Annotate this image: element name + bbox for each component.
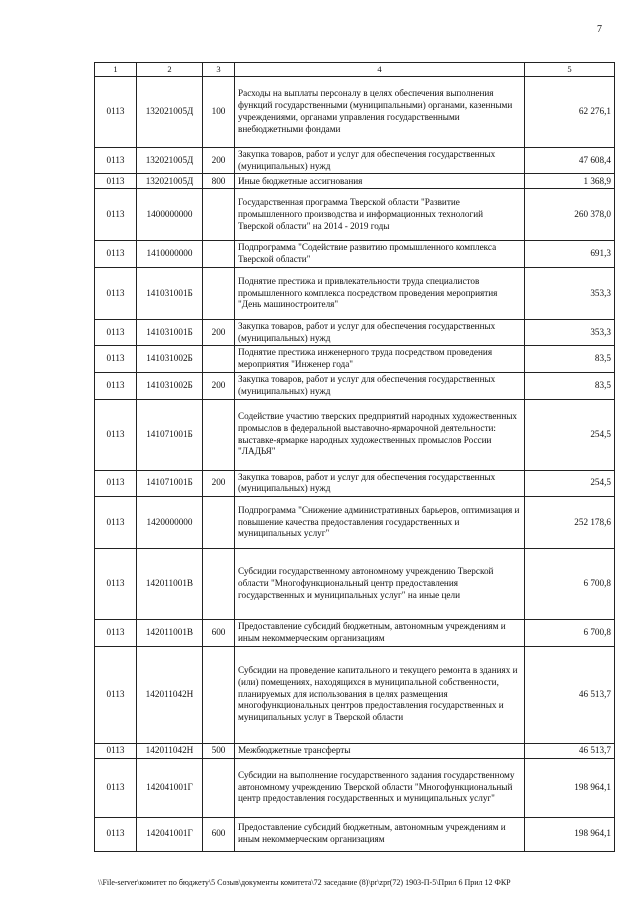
description-cell: Субсидии на проведение капитального и текущего ремонта в зданиях и (или) помещениях, находящихся в муниципальной собственности, планируемых для использования в целях размещения многофункциональных центров предоставления государственных и муниципальных услуг в Тверской области	[235, 646, 525, 743]
table-row	[95, 76, 615, 147]
amount-cell: 46 513,7	[525, 743, 615, 758]
table-row	[95, 549, 615, 620]
section-code-cell: 0113	[95, 646, 137, 743]
amount-cell: 62 276,1	[525, 76, 615, 147]
description-cell: Иные бюджетные ассигнования	[235, 174, 525, 189]
amount-cell: 254,5	[525, 470, 615, 497]
expense-type-cell	[203, 241, 235, 268]
table-row	[95, 646, 615, 743]
expense-type-cell	[203, 189, 235, 241]
target-article-cell: 142011001В	[137, 620, 203, 647]
amount-cell: 47 608,4	[525, 147, 615, 174]
section-code-cell: 0113	[95, 620, 137, 647]
target-article-cell: 141031001Б	[137, 267, 203, 319]
target-article-cell: 1400000000	[137, 189, 203, 241]
table-row	[95, 174, 615, 189]
target-article-cell: 141071001Б	[137, 470, 203, 497]
description-cell: Закупка товаров, работ и услуг для обеспечения государственных (муниципальных) нужд	[235, 319, 525, 346]
target-article-cell: 142011042Н	[137, 646, 203, 743]
page-number: 7	[597, 24, 602, 35]
amount-cell: 691,3	[525, 241, 615, 268]
target-article-cell: 142041001Г	[137, 817, 203, 851]
section-code-cell: 0113	[95, 470, 137, 497]
target-article-cell: 142011001В	[137, 549, 203, 620]
section-code-cell: 0113	[95, 241, 137, 268]
table-row	[95, 743, 615, 758]
target-article-cell: 142011042Н	[137, 743, 203, 758]
expense-type-cell	[203, 267, 235, 319]
target-article-cell: 1410000000	[137, 241, 203, 268]
expense-type-cell	[203, 549, 235, 620]
target-article-cell: 141031001Б	[137, 319, 203, 346]
section-code-cell: 0113	[95, 267, 137, 319]
section-code-cell: 0113	[95, 817, 137, 851]
section-code-cell: 0113	[95, 373, 137, 400]
expense-type-cell: 600	[203, 620, 235, 647]
target-article-cell: 141031002Б	[137, 373, 203, 400]
column-header: 2	[137, 63, 203, 77]
table-row	[95, 817, 615, 851]
table-row	[95, 319, 615, 346]
amount-cell: 353,3	[525, 267, 615, 319]
target-article-cell: 141071001Б	[137, 399, 203, 470]
expense-type-cell: 600	[203, 817, 235, 851]
amount-cell: 6 700,8	[525, 549, 615, 620]
amount-cell: 353,3	[525, 319, 615, 346]
description-cell: Закупка товаров, работ и услуг для обеспечения государственных (муниципальных) нужд	[235, 470, 525, 497]
file-path-footer: \\File-server\комитет по бюджету\5 Созыв\документы комитета\72 заседание (8)\pr\zpr(72) 1903-П-5\Прил 6 Прил 12 ФКР	[98, 878, 511, 887]
description-cell: Предоставление субсидий бюджетным, автономным учреждениям и иным некоммерческим организациям	[235, 817, 525, 851]
expense-type-cell	[203, 497, 235, 549]
header-row	[95, 63, 615, 77]
target-article-cell: 141031002Б	[137, 346, 203, 373]
table-row	[95, 497, 615, 549]
description-cell: Предоставление субсидий бюджетным, автономным учреждениям и иным некоммерческим организациям	[235, 620, 525, 647]
expense-type-cell: 500	[203, 743, 235, 758]
description-cell: Закупка товаров, работ и услуг для обеспечения государственных (муниципальных) нужд	[235, 147, 525, 174]
target-article-cell: 142041001Г	[137, 758, 203, 817]
section-code-cell: 0113	[95, 497, 137, 549]
amount-cell: 83,5	[525, 373, 615, 400]
description-cell: Закупка товаров, работ и услуг для обеспечения государственных (муниципальных) нужд	[235, 373, 525, 400]
column-header: 1	[95, 63, 137, 77]
target-article-cell: 132021005Д	[137, 174, 203, 189]
section-code-cell: 0113	[95, 758, 137, 817]
expense-type-cell: 200	[203, 319, 235, 346]
section-code-cell: 0113	[95, 189, 137, 241]
amount-cell: 83,5	[525, 346, 615, 373]
amount-cell: 46 513,7	[525, 646, 615, 743]
expense-type-cell	[203, 646, 235, 743]
table-row	[95, 470, 615, 497]
column-header: 3	[203, 63, 235, 77]
amount-cell: 252 178,6	[525, 497, 615, 549]
expense-type-cell	[203, 758, 235, 817]
column-header: 4	[235, 63, 525, 77]
expense-type-cell: 200	[203, 147, 235, 174]
section-code-cell: 0113	[95, 549, 137, 620]
amount-cell: 260 378,0	[525, 189, 615, 241]
section-code-cell: 0113	[95, 174, 137, 189]
table-row	[95, 267, 615, 319]
expense-type-cell: 200	[203, 470, 235, 497]
section-code-cell: 0113	[95, 743, 137, 758]
target-article-cell: 132021005Д	[137, 147, 203, 174]
description-cell: Подпрограмма "Содействие развитию промышленного комплекса Тверской области"	[235, 241, 525, 268]
table-row	[95, 346, 615, 373]
target-article-cell: 132021005Д	[137, 76, 203, 147]
table-row	[95, 399, 615, 470]
expense-type-cell: 100	[203, 76, 235, 147]
description-cell: Расходы на выплаты персоналу в целях обеспечения выполнения функций государственными (муниципальными) органами, казенными учреждениями, органами управления государственными внебюджетными фондами	[235, 76, 525, 147]
table-row	[95, 620, 615, 647]
target-article-cell: 1420000000	[137, 497, 203, 549]
section-code-cell: 0113	[95, 147, 137, 174]
expense-type-cell	[203, 346, 235, 373]
description-cell: Межбюджетные трансферты	[235, 743, 525, 758]
amount-cell: 1 368,9	[525, 174, 615, 189]
section-code-cell: 0113	[95, 319, 137, 346]
amount-cell: 198 964,1	[525, 758, 615, 817]
description-cell: Подпрограмма "Снижение административных барьеров, оптимизация и повышение качества предоставления государственных и муниципальных услуг"	[235, 497, 525, 549]
description-cell: Содействие участию тверских предприятий народных художественных промыслов в федеральной выставочно-ярмарочной деятельности: выставке-ярмарке народных художественных промыслов России "ЛАДЬЯ"	[235, 399, 525, 470]
table-row	[95, 189, 615, 241]
table-row	[95, 758, 615, 817]
description-cell: Государственная программа Тверской области "Развитие промышленного производства и информационных технологий Тверской области" на 2014 - 2019 годы	[235, 189, 525, 241]
description-cell: Поднятие престижа инженерного труда посредством проведения мероприятия "Инженер года"	[235, 346, 525, 373]
section-code-cell: 0113	[95, 76, 137, 147]
section-code-cell: 0113	[95, 346, 137, 373]
description-cell: Субсидии государственному автономному учреждению Тверской области "Многофункциональный центр предоставления государственных и муниципальных услуг" на иные цели	[235, 549, 525, 620]
expense-type-cell: 800	[203, 174, 235, 189]
table-row	[95, 241, 615, 268]
table-row	[95, 147, 615, 174]
description-cell: Субсидии на выполнение государственного задания государственному автономному учреждению Тверской области "Многофункциональный центр предоставления государственных и муниципальных услуг"	[235, 758, 525, 817]
description-cell: Поднятие престижа и привлекательности труда специалистов промышленного комплекса посредством проведения мероприятия "День машиностроителя"	[235, 267, 525, 319]
table-row	[95, 373, 615, 400]
amount-cell: 254,5	[525, 399, 615, 470]
column-header: 5	[525, 63, 615, 77]
section-code-cell: 0113	[95, 399, 137, 470]
amount-cell: 6 700,8	[525, 620, 615, 647]
amount-cell: 198 964,1	[525, 817, 615, 851]
expense-type-cell: 200	[203, 373, 235, 400]
budget-table	[94, 62, 615, 852]
expense-type-cell	[203, 399, 235, 470]
